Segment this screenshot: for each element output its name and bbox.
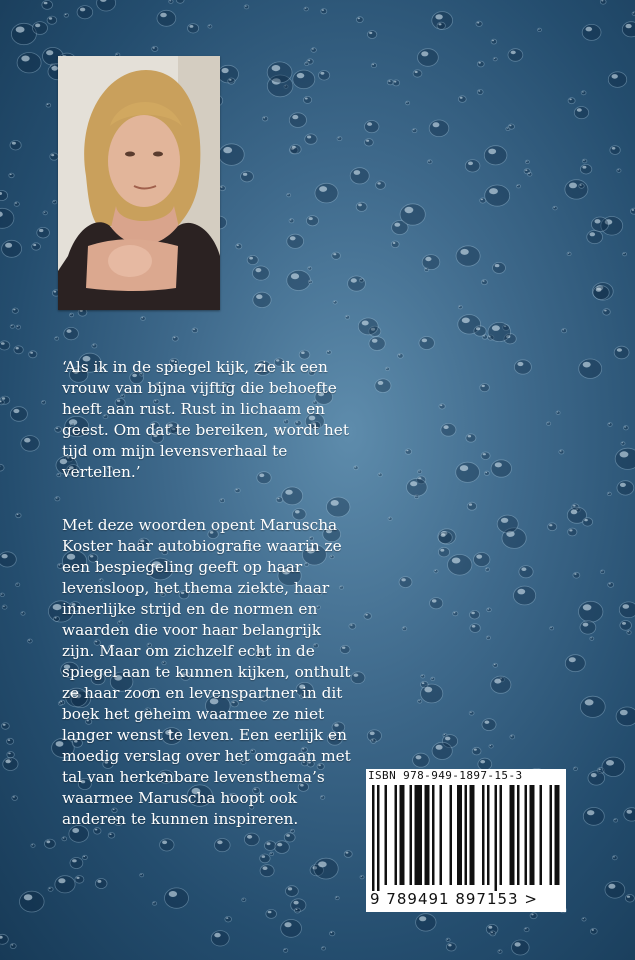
back-cover-quote: ‘Als ik in de spiegel kijk, zie ik een vrouw van bijna vijftig die behoefte heeft aan rust. Rust in lichaam en geest. Om dat te bereiken, wordt het tijd om mijn levensverhaal te vertellen.’: [62, 358, 349, 481]
back-cover-description: Met deze woorden opent Maruscha Koster haar autobiografie waarin ze een bespiegeling geeft op haar levensloop, het thema ziekte, haar innerlijke strijd en de normen en waarden die voor haar belangrijk zijn. Maar om zichzelf echt in de spiegel aan te kunnen kijken, onthult ze haar zoon en levenspartner in dit boek het geheim waarmee ze niet langer wenst te leven. Een eerlijk en moedig verslag over het omgaan met tal van herkenbare levensthema’s waarmee Maruscha hoopt ook anderen te kunnen inspireren.: [62, 516, 351, 828]
isbn-barcode: [366, 769, 566, 912]
barcode-bars: [366, 785, 566, 891]
isbn-digits: 9 789491 897153 >: [370, 890, 538, 908]
author-photo: [58, 56, 220, 310]
isbn-label: ISBN 978-949-1897-15-3: [368, 769, 523, 782]
